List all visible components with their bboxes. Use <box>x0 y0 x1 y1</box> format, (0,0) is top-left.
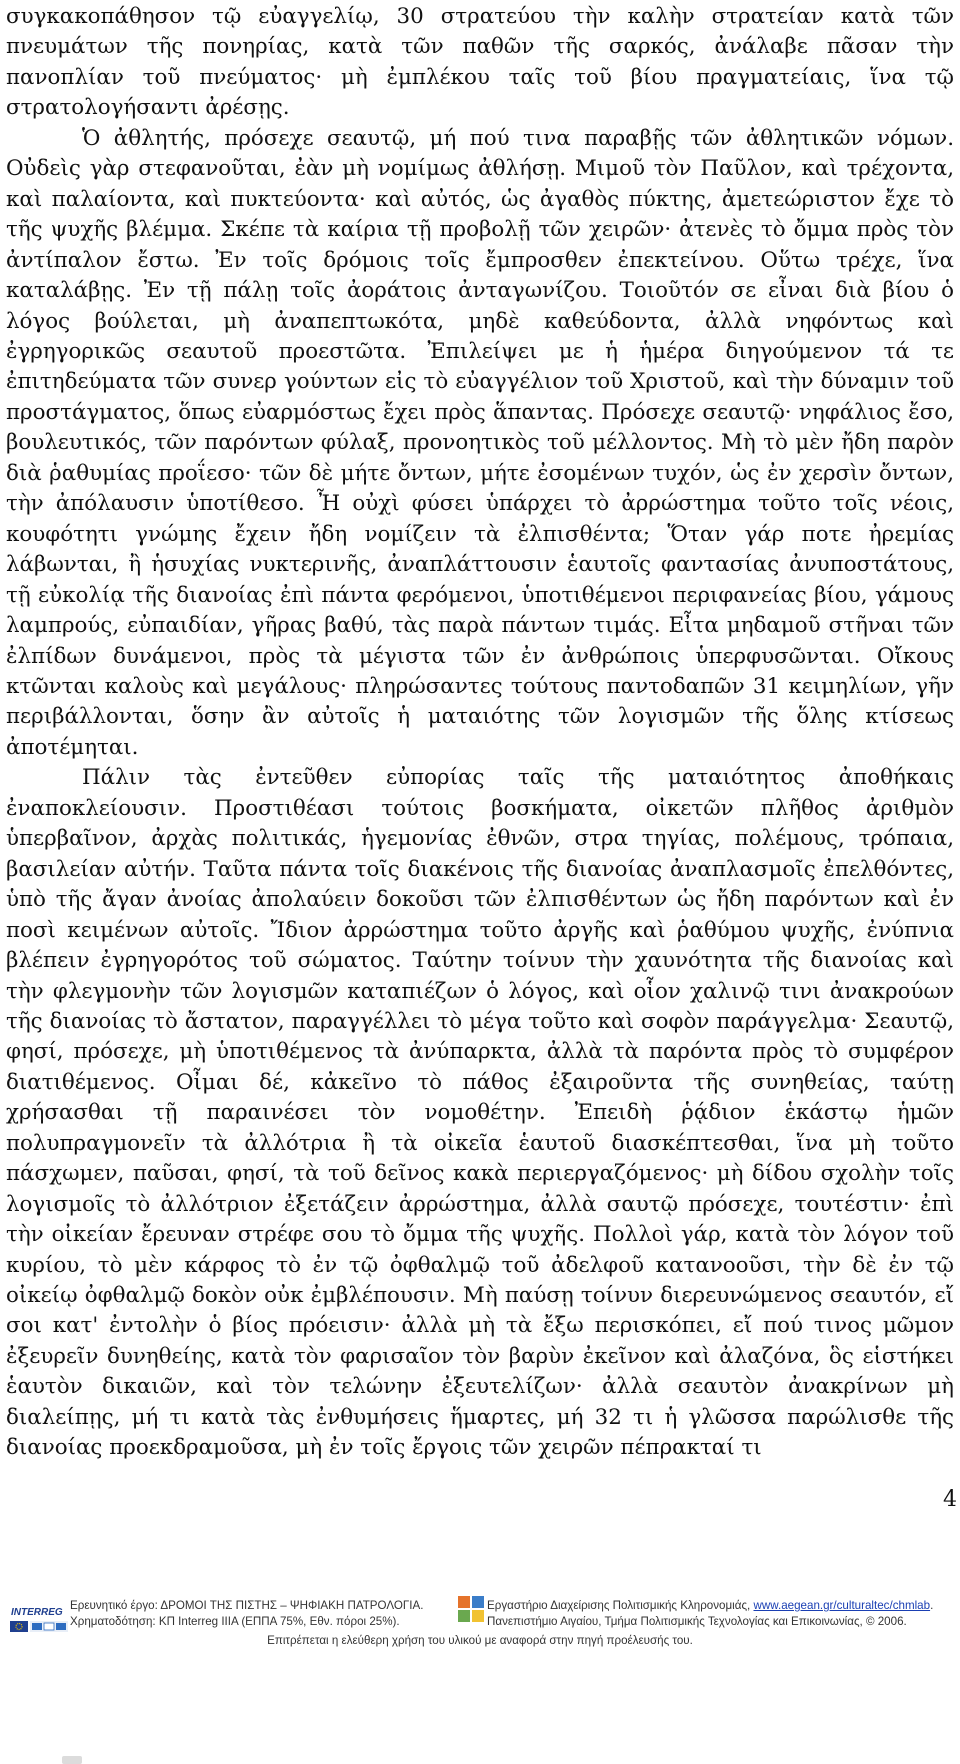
footer-project-line: Ερευνητικό έργο: ΔΡΟΜΟΙ ΤΗΣ ΠΙΣΤΗΣ – ΨΗΦΙΑΚΗ ΠΑΤΡΟΛΟΓΙΑ. <box>70 1599 424 1612</box>
interreg-logo-text: INTERREG <box>11 1607 63 1618</box>
next-page-stub <box>62 1756 82 1764</box>
interreg-logo-icon <box>10 1602 68 1632</box>
footer-funding-line: Χρηματοδότηση: ΚΠ Interreg IIIA (ΕΠΠΑ 75%, Εθν. πόροι 25%). <box>70 1615 400 1628</box>
footer <box>0 1590 960 1680</box>
lab-logo-icon <box>458 1596 484 1622</box>
footer-project-info <box>70 1598 423 1630</box>
footer-lab-info <box>487 1598 933 1630</box>
paragraph-1: συγκακοπάθησον τῷ εὐαγγελίῳ, 30 στρατεύου τὴν καλὴν στρατείαν κατὰ τῶν πνευμάτων τῆς πονηρίας, κατὰ τῶν παθῶν τῆς σαρκός, ἀνάλαβε πᾶσαν τὴν πανοπλίαν τοῦ πνεύματος· μὴ ἐμπλέκου ταῖς τοῦ βίου πραγματείαις, ἵνα τῷ στρατολογήσαντι ἀρέσῃς. <box>6 4 954 121</box>
footer-usage-note: Επιτρέπεται η ελεύθερη χρήση του υλικού με αναφορά στην πηγή προέλευσής του. <box>267 1634 693 1647</box>
footer-university-line: Πανεπιστήμιο Αιγαίου, Τμήμα Πολιτισμικής Τεχνολογίας και Επικοινωνίας, © 2006. <box>487 1615 907 1628</box>
body-text <box>6 2 954 1464</box>
lab-website-link[interactable]: www.aegean.gr/culturaltec/chmlab <box>753 1599 931 1612</box>
footer-lab-period: . <box>930 1599 934 1612</box>
paragraph-3: Πάλιν τὰς ἐντεῦθεν εὐπορίας ταῖς τῆς ματαιότητος ἀποθήκαις ἐναποκλείουσιν. Προστιθέασι τούτοις βοσκήματα, οἰκετῶν πλῆθος ἀριθμὸν ὑπερβαῖνον, ἀρχὰς πολιτικάς, ἡγεμονίας ἐθνῶν, στρα τηγίας, πολέμους, τρόπαια, βασιλείαν αὐτήν. Ταῦτα πάντα τοῖς διακένοις τῆς διανοίας ἀναπλασμοῖς ἐπελθόντες, ὑπὸ τῆς ἄγαν ἀνοίας ἀπολαύειν δοκοῦσι τῶν ἐλπισθέντων ὡς ἤδη παρόντων καὶ ἐν ποσὶ κειμένων αὐτοῖς. Ἴδιον ἀρρώστημα τοῦτο ἀργῆς καὶ ῥαθύμου ψυχῆς, ἐνύπνια βλέπειν ἐγρηγορότος τοῦ σώματος. Ταύτην τοίνυν τὴν χαυνότητα τῆς διανοίας καὶ τὴν φλεγμονὴν τῶν λογισμῶν καταπιέζων ὁ λόγος, καὶ οἷον χαλινῷ τινι ἀνακρούων τῆς διανοίας τὸ ἄστατον, παραγγέλλει τὸ μέγα τοῦτο καὶ σοφὸν παράγγελμα· Σεαυτῷ, φησί, πρόσεχε, μὴ ὑποτιθέμενος τὰ ἀνύπαρκτα, ἀλλὰ τὰ παρόντα πρὸς τὸ συμφέρον διατιθέμενος. Οἶμαι δέ, κἀκεῖνο τὸ πάθος ἐξαιροῦντα τῆς συνηθείας, ταύτῃ χρήσασθαι τῇ παραινέσει τὸν νομοθέτην. Ἐπειδὴ ῥᾴδιον ἑκάστῳ ἡμῶν πολυπραγμονεῖν τὰ ἀλλότρια ἢ τὰ οἰκεῖα ἑαυτοῦ διασκέπτεσθαι, ἵνα μὴ τοῦτο πάσχωμεν, παῦσαι, φησί, τὰ τοῦ δεῖνος κακὰ περιεργαζόμενος· μὴ δίδου σχολὴν τοῖς λογισμοῖς τὸ ἀλλότριον ἐξετάζειν ἀρρώστημα, ἀλλὰ σαυτῷ πρόσεχε, τουτέστιν· ἐπὶ τὴν οἰκείαν ἔρευναν στρέφε σου τὸ ὄμμα τῆς ψυχῆς. Πολλοὶ γάρ, κατὰ τὸν λόγον τοῦ κυρίου, τὸ μὲν κάρφος τὸ ἐν τῷ ὀφθαλμῷ τοῦ ἀδελφοῦ κατανοοῦσι, τὴν δὲ ἐν τῷ οἰκείῳ ὀφθαλμῷ δοκὸν οὐκ ἐμβλέπουσιν. Μὴ παύσῃ τοίνυν διερευνώμενος σεαυτόν, εἴ σοι κατ' ἐντολὴν ὁ βίος πρόεισιν· ἀλλὰ μὴ τὰ ἔξω περισκόπει, εἴ πού τινος μῶμον ἐξευρεῖν δυνηθείης, κατὰ τὸν φαρισαῖον τὸν βαρὺν ἐκεῖνον καὶ ἀλαζόνα, ὃς εἱστήκει ἑαυτὸν δικαιῶν, καὶ τὸν τελώνην ἐξευτελίζων· ἀλλὰ σεαυτὸν ἀνακρίνων μὴ διαλείπῃς, μή τι κατὰ τὰς ἐνθυμήσεις ἥμαρτες, μή 32 τι ἡ γλῶσσα παρώλισθε τῆς διανοίας προεκδραμοῦσα, μὴ ἐν τοῖς ἔργοις τῶν χειρῶν πέπρακταί τι <box>6 765 954 1461</box>
footer-lab-name: Εργαστήριο Διαχείρισης Πολιτισμικής Κληρονομιάς, <box>487 1599 754 1612</box>
page-number: 4 <box>943 1487 957 1512</box>
paragraph-2: Ὁ ἀθλητής, πρόσεχε σεαυτῷ, μή πού τινα παραβῇς τῶν ἀθλητικῶν νόμων. Οὐδεὶς γὰρ στεφανοῦται, ἐὰν μὴ νομίμως ἀθλήσῃ. Μιμοῦ τὸν Παῦλον, καὶ τρέχοντα, καὶ παλαίοντα, καὶ πυκτεύοντα· καὶ αὐτός, ὡς ἀγαθὸς πύκτης, ἀμετεώριστον ἔχε τὸ τῆς ψυχῆς βλέμμα. Σκέπε τὰ καίρια τῇ προβολῇ τῶν χειρῶν· ἀτενὲς τὸ ὄμμα πρὸς τὸν ἀντίπαλον ἔστω. Ἐν τοῖς δρόμοις τοῖς ἔμπροσθεν ἐπεκτείνου. Οὕτω τρέχε, ἵνα καταλάβῃς. Ἐν τῇ πάλῃ τοῖς ἀοράτοις ἀνταγωνίζου. Τοιοῦτόν σε εἶναι διὰ βίου ὁ λόγος βούλεται, μὴ ἀναπεπτωκότα, μηδὲ καθεύδοντα, ἀλλὰ νηφόντως καὶ ἐγρηγορικῶς σεαυτοῦ προεστῶτα. Ἐπιλείψει με ἡ ἡμέρα διηγούμενον τά τε ἐπιτηδεύματα τῶν συνερ γούντων εἰς τὸ εὐαγγέλιον τοῦ Χριστοῦ, καὶ τὴν δύναμιν τοῦ προστάγματος, ὅπως εὐαρμόστως ἔχει πρὸς ἅπαντας. Πρόσεχε σεαυτῷ· νηφάλιος ἔσο, βουλευτικός, τῶν παρόντων φύλαξ, προνοητικὸς τοῦ μέλλοντος. Μὴ τὸ μὲν ἤδη παρὸν διὰ ῥαθυμίας προΐεσο· τῶν δὲ μήτε ὄντων, μήτε ἐσομένων τυχόν, ὡς ἐν χερσὶν ὄντων, τὴν ἀπόλαυσιν ὑποτίθεσο. Ἦ οὐχὶ φύσει ὑπάρχει τὸ ἀρρώστημα τοῦτο τοῖς νέοις, κουφότητι γνώμης ἔχειν ἤδη νομίζειν τὰ ἐλπισθέντα; Ὅταν γάρ ποτε ἠρεμίας λάβωνται, ἢ ἡσυχίας νυκτερινῆς, ἀναπλάττουσιν ἑαυτοῖς φαντασίας ἀνυποστάτους, τῇ εὐκολίᾳ τῆς διανοίας ἐπὶ πάντα φερόμενοι, ὑποτιθέμενοι περιφανείας βίου, γάμους λαμπρούς, εὐπαιδίαν, γῆρας βαθύ, τὰς παρὰ πάντων τιμάς. Εἶτα μηδαμοῦ στῆναι τῶν ἐλπίδων δυνάμενοι, πρὸς τὰ μέγιστα τῶν ἐν ἀνθρώποις ὑπερφυσῶνται. Οἴκους κτῶνται καλοὺς καὶ μεγάλους· πληρώσαντες τούτους παντοδαπῶν 31 κειμηλίων, γῆν περιβάλλονται, ὅσην ἂν αὐτοῖς ἡ ματαιότης τῶν λογισμῶν τῆς ὅλης κτίσεως ἀποτέμηται. <box>6 125 954 760</box>
footer-lab-line <box>487 1598 933 1614</box>
